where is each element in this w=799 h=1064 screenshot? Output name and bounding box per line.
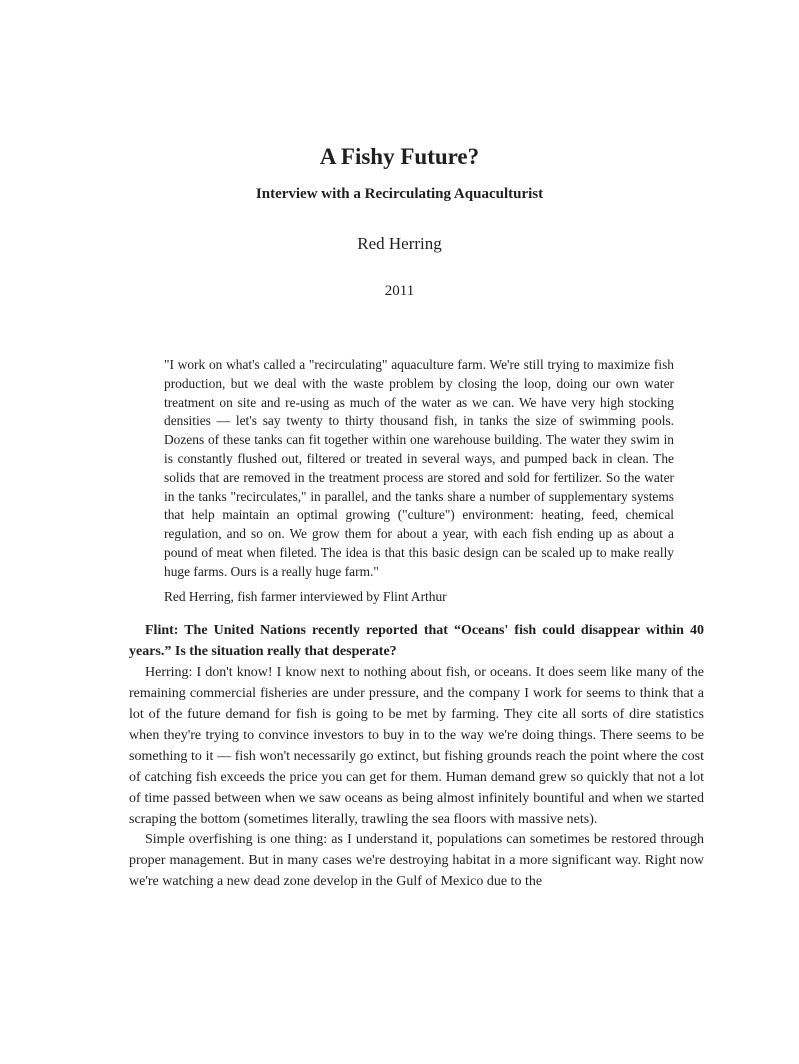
interview-answer-paragraph-1: Herring: I don't know! I know next to nothing about fish, or oceans. It does seem like many of the remaining commercial fisheries are under pressure, and the company I work for seems to think that a lot of the future demand for fish is going to be met by farming. They cite all sorts of dire statistics when they're trying to convince investors to buy in to the way we're doing things. There seems to be something to it — fish won't necessarily go extinct, but fishing grounds reach the point where the cost of catching fish exceeds the price you can get for them. Human demand grew so quickly that not a lot of time passed between when we saw oceans as being almost infinitely bountiful and when we started scraping the bottom (sometimes literally, trawling the sea floors with massive nets).	[129, 665, 704, 827]
interview-answer-paragraph-2: Simple overfishing is one thing: as I understand it, populations can sometimes be restored through proper management. But in many cases we're destroying habitat in a more significant way. Right now we're watching a new dead zone develop in the Gulf of Mexico due to the	[129, 832, 704, 890]
author-name: Red Herring	[357, 234, 442, 253]
interview-question: Flint: The United Nations recently reported that “Oceans' fish could disappear within 40 years.” Is the situation really that desperate?	[129, 623, 704, 660]
epigraph-attribution: Red Herring, fish farmer interviewed by Flint Arthur	[164, 588, 447, 604]
epigraph-quote: "I work on what's called a "recirculating" aquaculture farm. We're still trying to maximize fish production, but we deal with the waste problem by closing the loop, doing our own water treatment on site and re-using as much of the water as we can. We have very high stocking densities — let's say twenty to thirty thousand fish, in tanks the size of swimming pools. Dozens of these tanks can fit together within one warehouse building. The water they swim in is constantly flushed out, filtered or treated in several ways, and pumped back in clean. The solids that are removed in the treatment process are stored and sold for fertilizer. So the water in the tanks "recirculates," in parallel, and the tanks share a number of supplementary systems that help maintain an optimal growing ("culture") environment: heating, feed, chemical regulation, and so on. We grow them for about a year, with each fish ending up as about a pound of meat when fileted. The idea is that this basic design can be scaled up to make really huge farms. Ours is a really huge farm."	[164, 357, 674, 579]
document-title: A Fishy Future?	[319, 144, 480, 169]
epigraph-block	[164, 356, 674, 606]
document-subtitle: Interview with a Recirculating Aquaculturist	[255, 186, 544, 202]
publication-year: 2011	[384, 283, 415, 299]
interview-body	[129, 621, 704, 893]
